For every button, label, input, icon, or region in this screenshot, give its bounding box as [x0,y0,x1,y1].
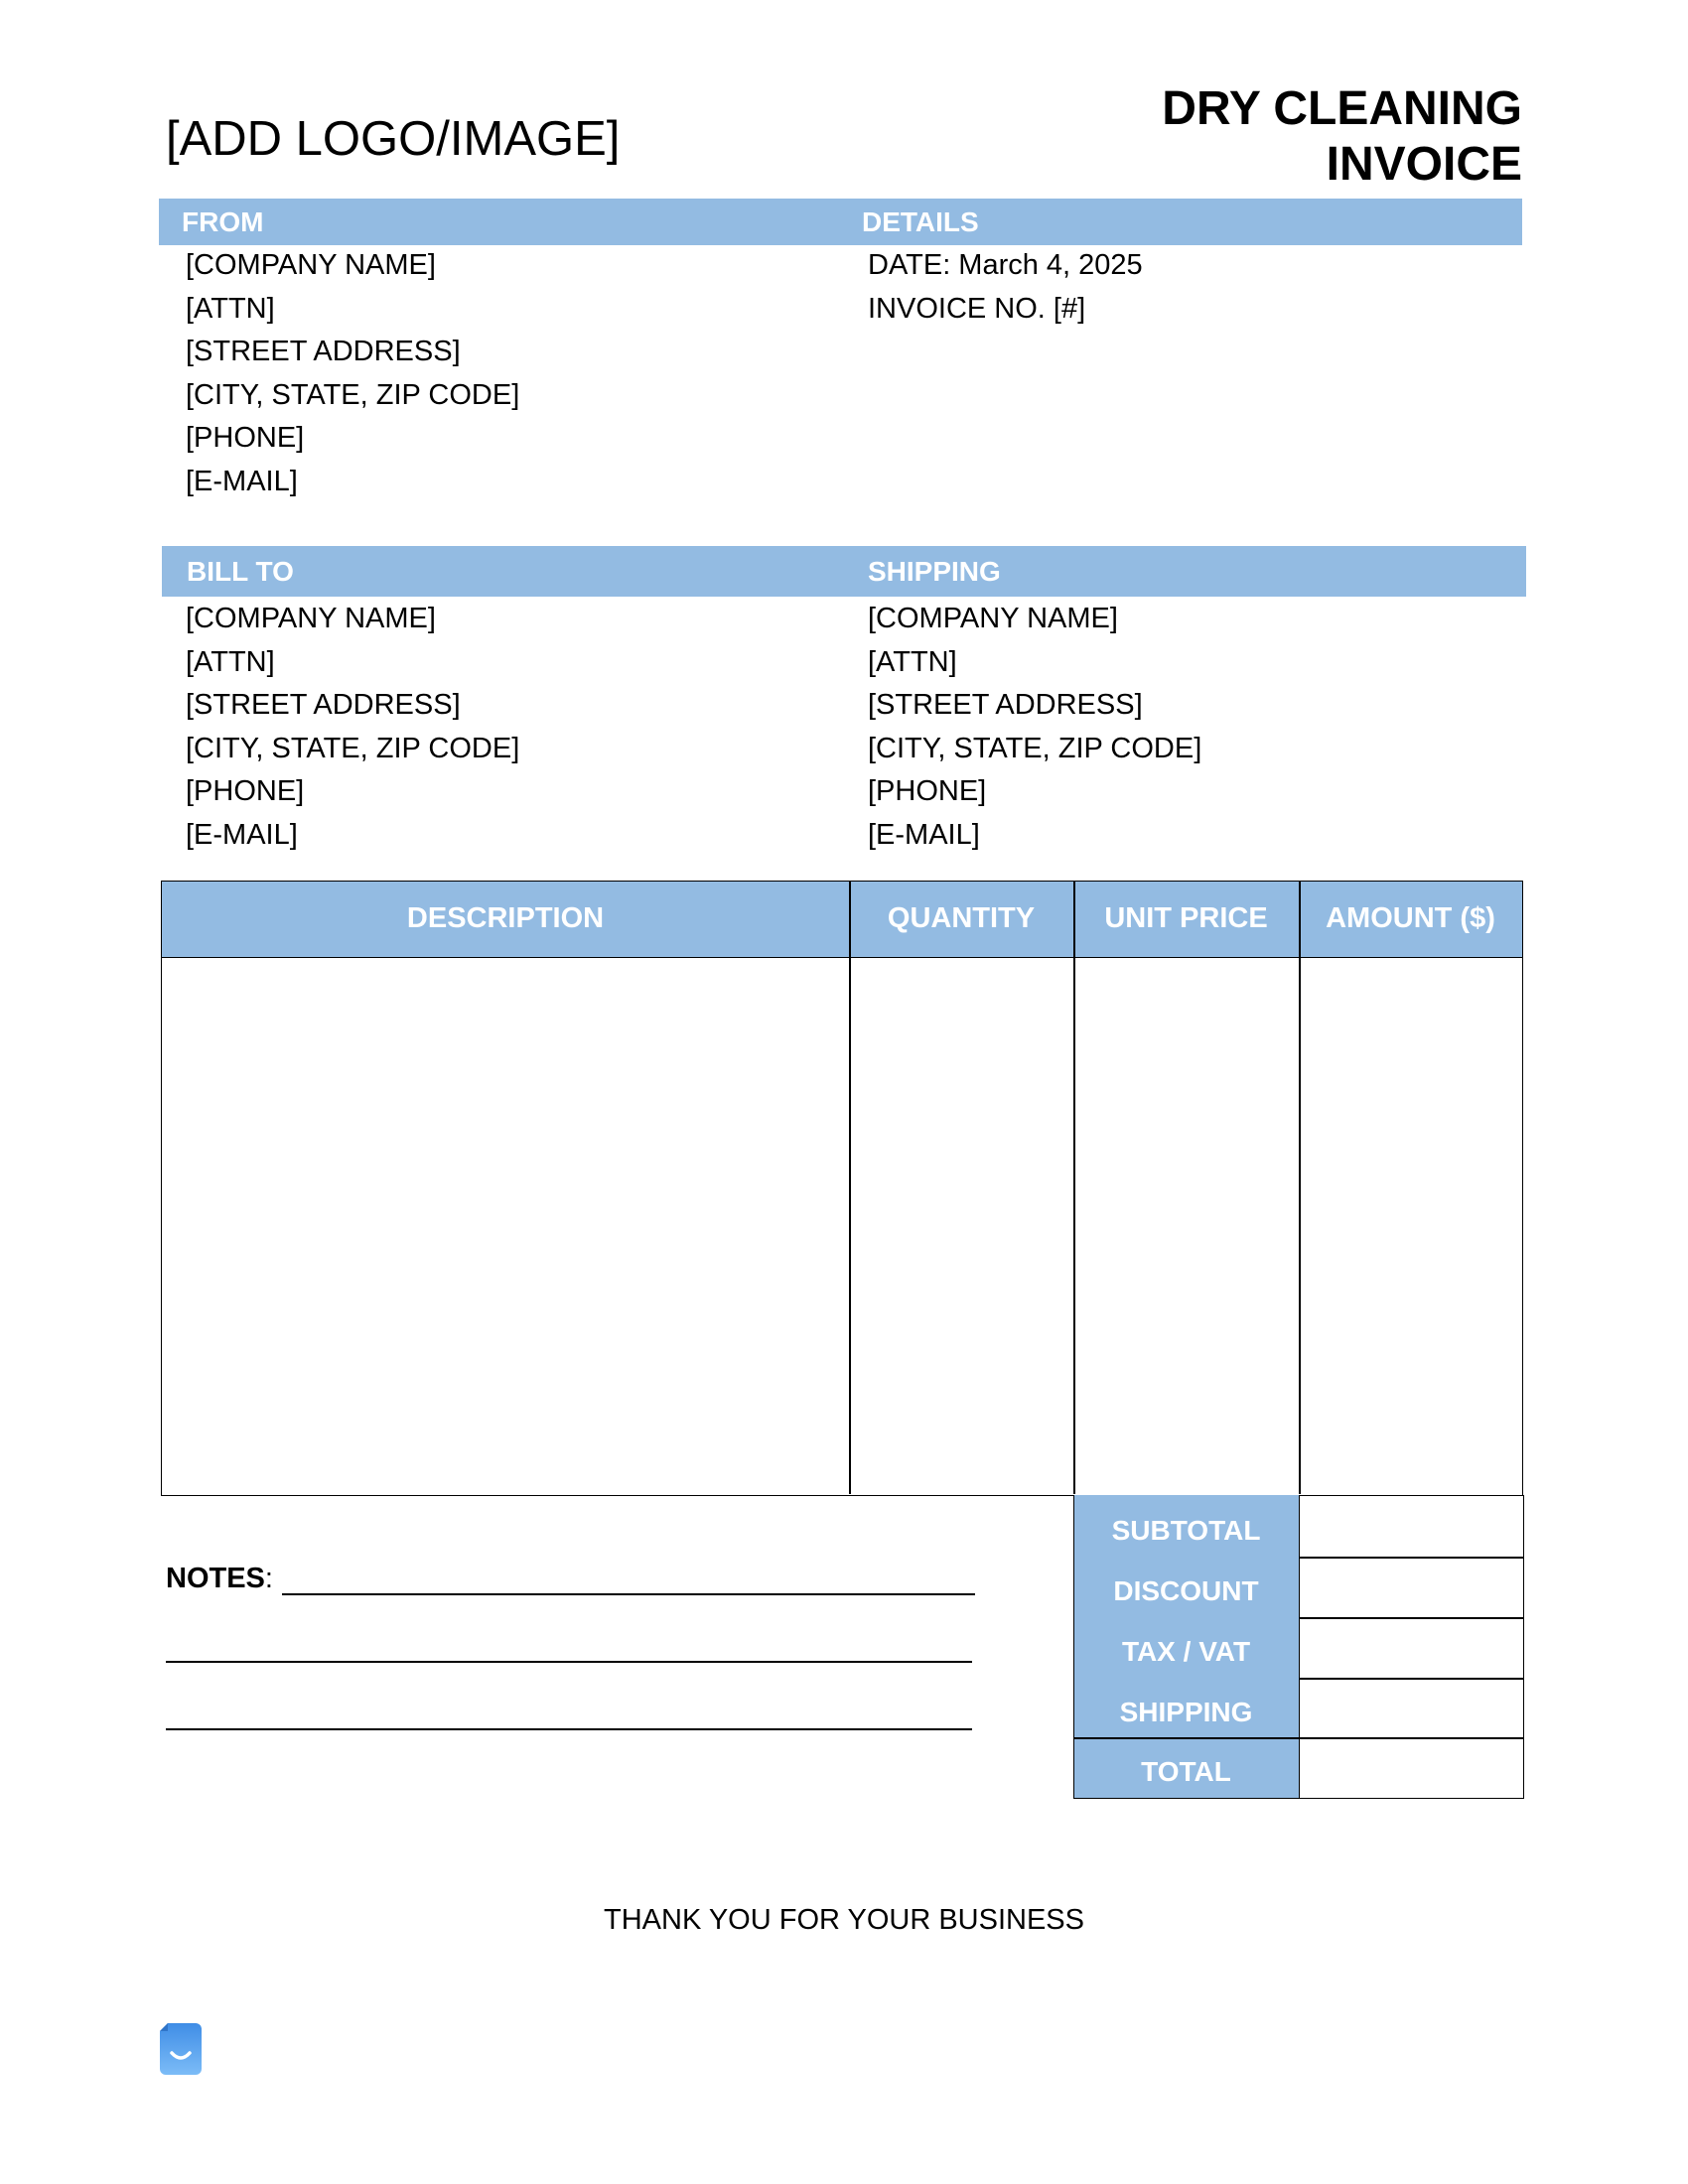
logo-placeholder[interactable]: [ADD LOGO/IMAGE] [166,112,621,166]
tax-vat-value[interactable] [1301,1619,1522,1677]
from-city-state-zip[interactable]: [CITY, STATE, ZIP CODE] [186,378,520,411]
discount-label: DISCOUNT [1113,1575,1259,1606]
invoice-number[interactable]: INVOICE NO. [#] [868,292,1086,325]
shipping-heading: SHIPPING [868,556,1001,587]
item-amount-cell[interactable] [1301,958,1521,1492]
shipping-city-state-zip[interactable]: [CITY, STATE, ZIP CODE] [868,732,1202,764]
notes-label-text: NOTES [166,1563,265,1594]
column-header-unit-price: UNIT PRICE [1104,902,1268,934]
bill-to-attn[interactable]: [ATTN] [186,645,275,678]
document-title [1162,81,1522,193]
notes-label-colon: : [264,1563,273,1594]
item-unit-price-cell[interactable] [1075,958,1298,1492]
item-quantity-cell[interactable] [851,958,1072,1492]
column-header-description: DESCRIPTION [406,902,605,934]
bill-to-company[interactable]: [COMPANY NAME] [186,603,436,634]
subtotal-label: SUBTOTAL [1111,1515,1261,1546]
title-line-1: DRY CLEANING [1162,82,1522,135]
bill-to-email[interactable]: [E-MAIL] [186,818,298,851]
notes-line-3[interactable] [166,1728,972,1730]
shipping-attn[interactable]: [ATTN] [868,645,957,678]
shipping-block [868,598,1201,857]
items-table [161,881,1523,1496]
shipping-total-value[interactable] [1301,1680,1522,1736]
subtotal-value[interactable] [1301,1497,1522,1556]
shipping-street[interactable]: [STREET ADDRESS] [868,689,1143,721]
from-street[interactable]: [STREET ADDRESS] [186,336,461,367]
column-header-quantity: QUANTITY [887,902,1036,934]
discount-value[interactable] [1301,1559,1522,1616]
notes-label [166,1563,273,1595]
total-label: TOTAL [1141,1756,1231,1787]
item-description-cell[interactable] [164,958,848,1492]
shipping-company[interactable]: [COMPANY NAME] [868,603,1118,634]
title-line-2: INVOICE [1326,138,1522,191]
items-table-header [162,882,1522,958]
shipping-total-label: SHIPPING [1119,1697,1253,1727]
total-value[interactable] [1301,1739,1522,1797]
totals-block [1073,1495,1524,1799]
notes-line-2[interactable] [166,1661,972,1663]
shipping-phone[interactable]: [PHONE] [868,775,987,807]
from-block [186,244,519,503]
billto-shipping-band [162,546,1526,597]
bill-to-block [186,598,519,857]
details-block [868,244,1143,331]
notes-line-1[interactable] [282,1593,975,1595]
from-attn[interactable]: [ATTN] [186,292,275,325]
tax-vat-label: TAX / VAT [1121,1636,1251,1667]
bill-to-city-state-zip[interactable]: [CITY, STATE, ZIP CODE] [186,732,520,764]
document-smile-icon [160,2023,202,2075]
from-heading: FROM [182,206,264,237]
shipping-email[interactable]: [E-MAIL] [868,818,980,851]
invoice-date[interactable]: DATE: March 4, 2025 [868,249,1143,281]
bill-to-street[interactable]: [STREET ADDRESS] [186,689,461,721]
from-details-band [159,199,1522,245]
from-email[interactable]: [E-MAIL] [186,465,298,497]
bill-to-heading: BILL TO [187,556,294,587]
from-phone[interactable]: [PHONE] [186,422,305,454]
from-company[interactable]: [COMPANY NAME] [186,249,436,281]
column-header-amount: AMOUNT ($) [1326,902,1495,934]
bill-to-phone[interactable]: [PHONE] [186,775,305,807]
details-heading: DETAILS [862,206,979,237]
thank-you-message: THANK YOU FOR YOUR BUSINESS [604,1904,1084,1936]
